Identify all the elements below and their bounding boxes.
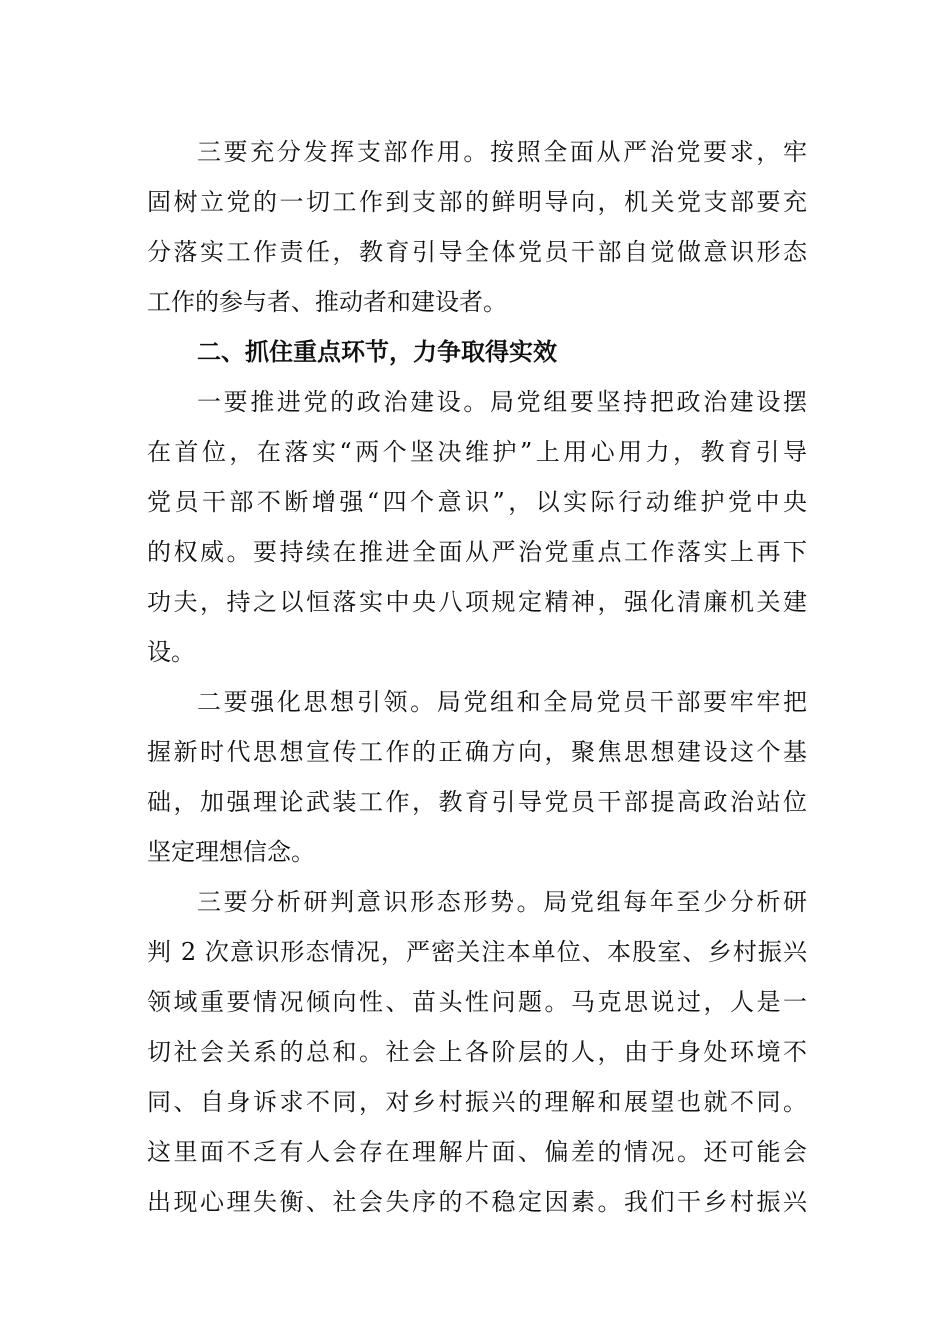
paragraph-line: 功夫，持之以恒落实中央八项规定精神，强化清廉机关建 <box>147 588 807 616</box>
paragraph-line: 工作的参与者、推动者和建设者。 <box>147 288 507 316</box>
paragraph-line: 三要充分发挥支部作用。按照全面从严治党要求，牢 <box>197 138 807 166</box>
paragraph-line: 这里面不乏有人会存在理解片面、偏差的情况。还可能会 <box>147 1138 807 1166</box>
paragraph-line: 固树立党的一切工作到支部的鲜明导向，机关党支部要充 <box>147 188 807 216</box>
paragraph-line: 切社会关系的总和。社会上各阶层的人，由于身处环境不 <box>147 1038 807 1066</box>
paragraph-line: 判 2 次意识形态情况，严密关注本单位、本股室、乡村振兴 <box>147 938 807 966</box>
paragraph-line: 党员干部不断增强“四个意识”，以实际行动维护党中央 <box>147 488 807 516</box>
paragraph-line: 在首位，在落实“两个坚决维护”上用心用力，教育引导 <box>147 438 807 466</box>
section-heading: 二、抓住重点环节，力争取得实效 <box>197 338 557 366</box>
paragraph-line: 分落实工作责任，教育引导全体党员干部自觉做意识形态 <box>147 238 807 266</box>
paragraph-line: 一要推进党的政治建设。局党组要坚持把政治建设摆 <box>197 388 807 416</box>
paragraph-line: 领域重要情况倾向性、苗头性问题。马克思说过，人是一 <box>147 988 807 1016</box>
paragraph-line: 的权威。要持续在推进全面从严治党重点工作落实上再下 <box>147 538 807 566</box>
paragraph-line: 设。 <box>147 638 195 666</box>
paragraph-line: 础，加强理论武装工作，教育引导党员干部提高政治站位 <box>147 788 807 816</box>
paragraph-line: 三要分析研判意识形态形势。局党组每年至少分析研 <box>197 888 807 916</box>
paragraph-line: 出现心理失衡、社会失序的不稳定因素。我们干乡村振兴 <box>147 1188 807 1216</box>
paragraph-line: 坚定理想信念。 <box>147 838 315 866</box>
paragraph-line: 同、自身诉求不同，对乡村振兴的理解和展望也就不同。 <box>147 1088 807 1116</box>
paragraph-line: 握新时代思想宣传工作的正确方向，聚焦思想建设这个基 <box>147 738 807 766</box>
paragraph-line: 二要强化思想引领。局党组和全局党员干部要牢牢把 <box>197 688 807 716</box>
